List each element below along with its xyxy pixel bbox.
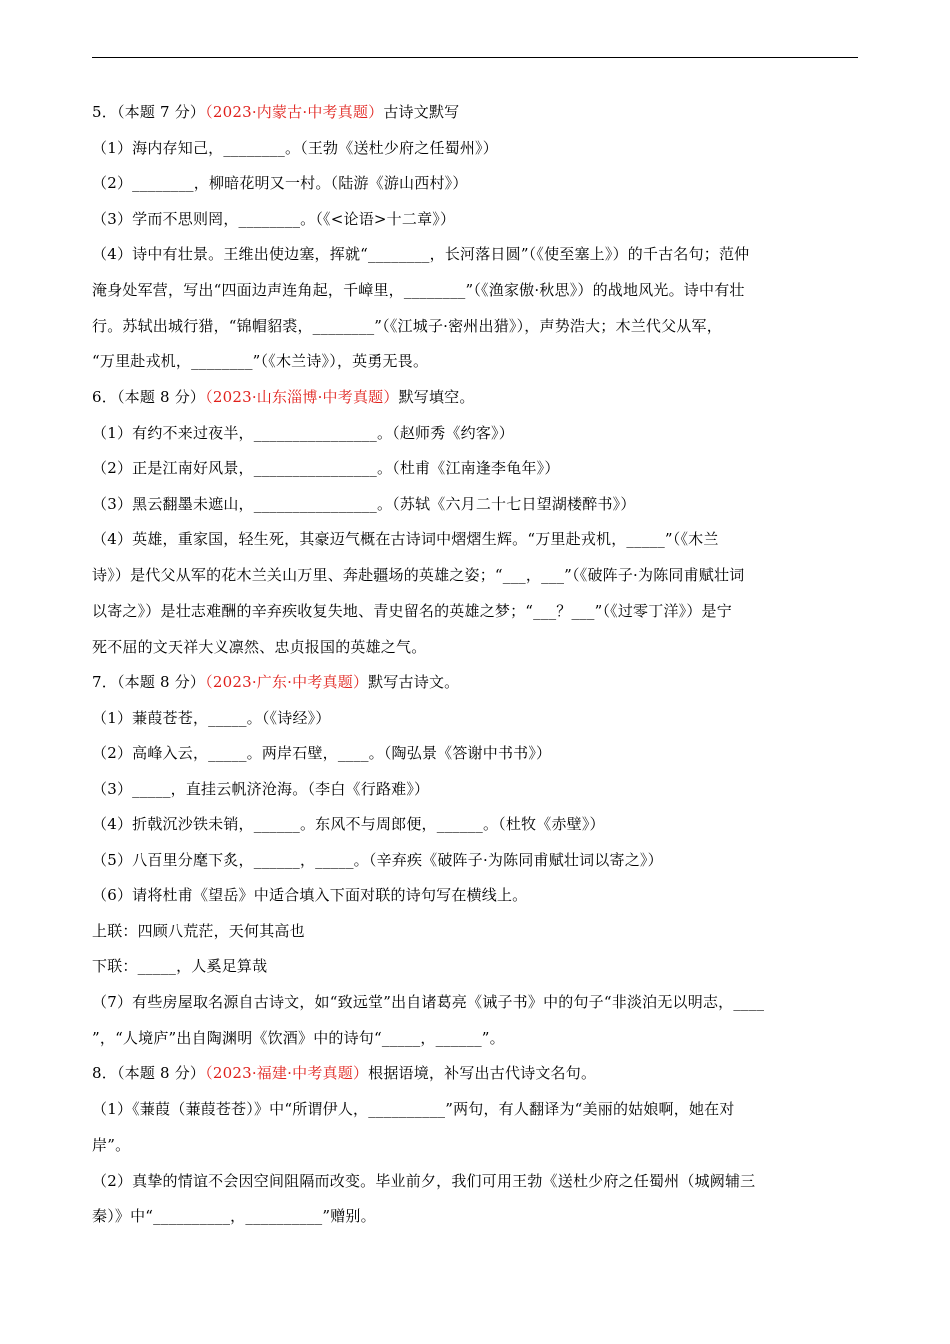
exam-content <box>92 99 860 1239</box>
text-line: 死不屈的文天祥大义凛然、忠贞报国的英雄之气。 <box>92 637 427 656</box>
text-line: （1）《蒹葭（蒹葭苍苍）》中“所谓伊人，__________”两句，有人翻译为“美丽的姑娘啊，她在对 <box>92 1099 735 1118</box>
question-7-item-1: （1）蒹葭苍苍，_____。（《诗经》） <box>92 708 331 727</box>
text-line: 行。苏轼出城行猎，“锦帽貂裘，________”（《江城子·密州出猎》），声势浩大；木兰代父从军， <box>92 316 722 335</box>
question-8-item-2 <box>92 1168 860 1240</box>
question-source: （2023·福建·中考真题） <box>205 1064 369 1083</box>
couplet-lower: 下联：_____，人奚足算哉 <box>92 957 268 976</box>
question-7-item-7 <box>92 989 860 1061</box>
couplet-upper: 上联：四顾八荒茫，天何其高也 <box>92 921 305 940</box>
question-8-item-1 <box>92 1096 860 1168</box>
text-line: （4）英雄，重家国，轻生死，其豪迈气概在古诗词中熠熠生辉。“万里赴戎机，_____”（《木兰 <box>92 530 719 549</box>
question-5-item-3: （3）学而不思则罔，________。（《<论语>十二章》） <box>92 209 456 228</box>
question-7-item-4: （4）折戟沉沙铁未销，______。东风不与周郎便，______。（杜牧《赤壁》） <box>92 815 605 834</box>
question-7-heading <box>92 669 860 705</box>
question-source: （2023·内蒙古·中考真题） <box>205 103 384 121</box>
question-task: 默写填空。 <box>398 388 475 407</box>
question-points: （本题 8 分） <box>116 388 206 407</box>
question-5-item-2: （2）________，柳暗花明又一村。（陆游《游山西村》） <box>92 174 468 192</box>
question-6-item-3: （3）黑云翻墨未遮山，________________。（苏轼《六月二十七日望湖楼醉书》） <box>92 494 636 513</box>
question-task: 根据语境，补写出古代诗文名句。 <box>368 1064 597 1083</box>
question-number: 5． <box>92 103 117 121</box>
question-number: 6． <box>92 388 117 407</box>
question-number: 8． <box>92 1064 117 1083</box>
question-6 <box>92 384 860 669</box>
text-line: （7）有些房屋取名源自古诗文，如“致远堂”出自诸葛亮《诫子书》中的句子“非淡泊无以明志，____ <box>92 992 765 1011</box>
question-5-item-1: （1）海内存知己，________。（王勃《送杜少府之任蜀州》） <box>92 138 498 157</box>
text-line: 以寄之》）是壮志难酬的辛弃疾收复失地、青史留名的英雄之梦；“___？___”（《过零丁洋》）是宁 <box>92 601 732 620</box>
text-line: “万里赴戎机，________”（《木兰诗》），英勇无畏。 <box>92 352 429 371</box>
question-points: （本题 7 分） <box>116 103 206 121</box>
question-7-item-3: （3）_____，直挂云帆济沧海。（李白《行路难》） <box>92 779 430 798</box>
text-line: （4）诗中有壮景。王维出使边塞，挥就“________，长河落日圆”（《使至塞上》）的千古名句；范仲 <box>92 245 750 263</box>
question-7-item-6: （6）请将杜甫《望岳》中适合填入下面对联的诗句写在横线上。 <box>92 886 528 905</box>
question-source: （2023·广东·中考真题） <box>205 673 369 692</box>
text-line: ”，“人境庐”出自陶渊明《饮酒》中的诗句“_____，______”。 <box>92 1028 505 1047</box>
question-5-item-4 <box>92 241 860 384</box>
question-7 <box>92 669 860 1060</box>
question-5 <box>92 99 860 384</box>
text-line: 诗》）是代父从军的花木兰关山万里、奔赴疆场的英雄之姿；“___，___”（《破阵子·为陈同甫赋壮词 <box>92 565 745 584</box>
question-8-heading <box>92 1060 860 1096</box>
header-rule <box>92 57 858 58</box>
question-points: （本题 8 分） <box>116 1064 206 1083</box>
question-7-item-5: （5）八百里分麾下炙，______，_____。（辛弃疾《破阵子·为陈同甫赋壮词以寄之》） <box>92 850 663 869</box>
text-line: 秦）》中“__________，__________”赠别。 <box>92 1207 376 1226</box>
question-7-item-2: （2）高峰入云，_____。两岸石壁，____。（陶弘景《答谢中书书》） <box>92 744 552 763</box>
text-line: 岸”。 <box>92 1135 131 1154</box>
question-8 <box>92 1060 860 1239</box>
text-line: 淹身处军营，写出“四面边声连角起，千嶂里，________”（《渔家傲·秋思》）的战地风光。诗中有壮 <box>92 280 745 299</box>
question-6-item-4 <box>92 526 860 669</box>
question-task: 默写古诗文。 <box>368 673 460 692</box>
question-task: 古诗文默写 <box>383 103 460 121</box>
question-number: 7． <box>92 673 117 692</box>
question-6-item-1: （1）有约不来过夜半，________________。（赵师秀《约客》） <box>92 423 514 442</box>
question-source: （2023·山东淄博·中考真题） <box>205 388 399 407</box>
question-5-heading <box>92 99 860 135</box>
question-6-item-2: （2）正是江南好风景，________________。（杜甫《江南逢李龟年》） <box>92 459 560 478</box>
question-6-heading <box>92 384 860 420</box>
question-points: （本题 8 分） <box>116 673 206 692</box>
text-line: （2）真挚的情谊不会因空间阻隔而改变。毕业前夕，我们可用王勃《送杜少府之任蜀州（城阙辅三 <box>92 1171 756 1190</box>
